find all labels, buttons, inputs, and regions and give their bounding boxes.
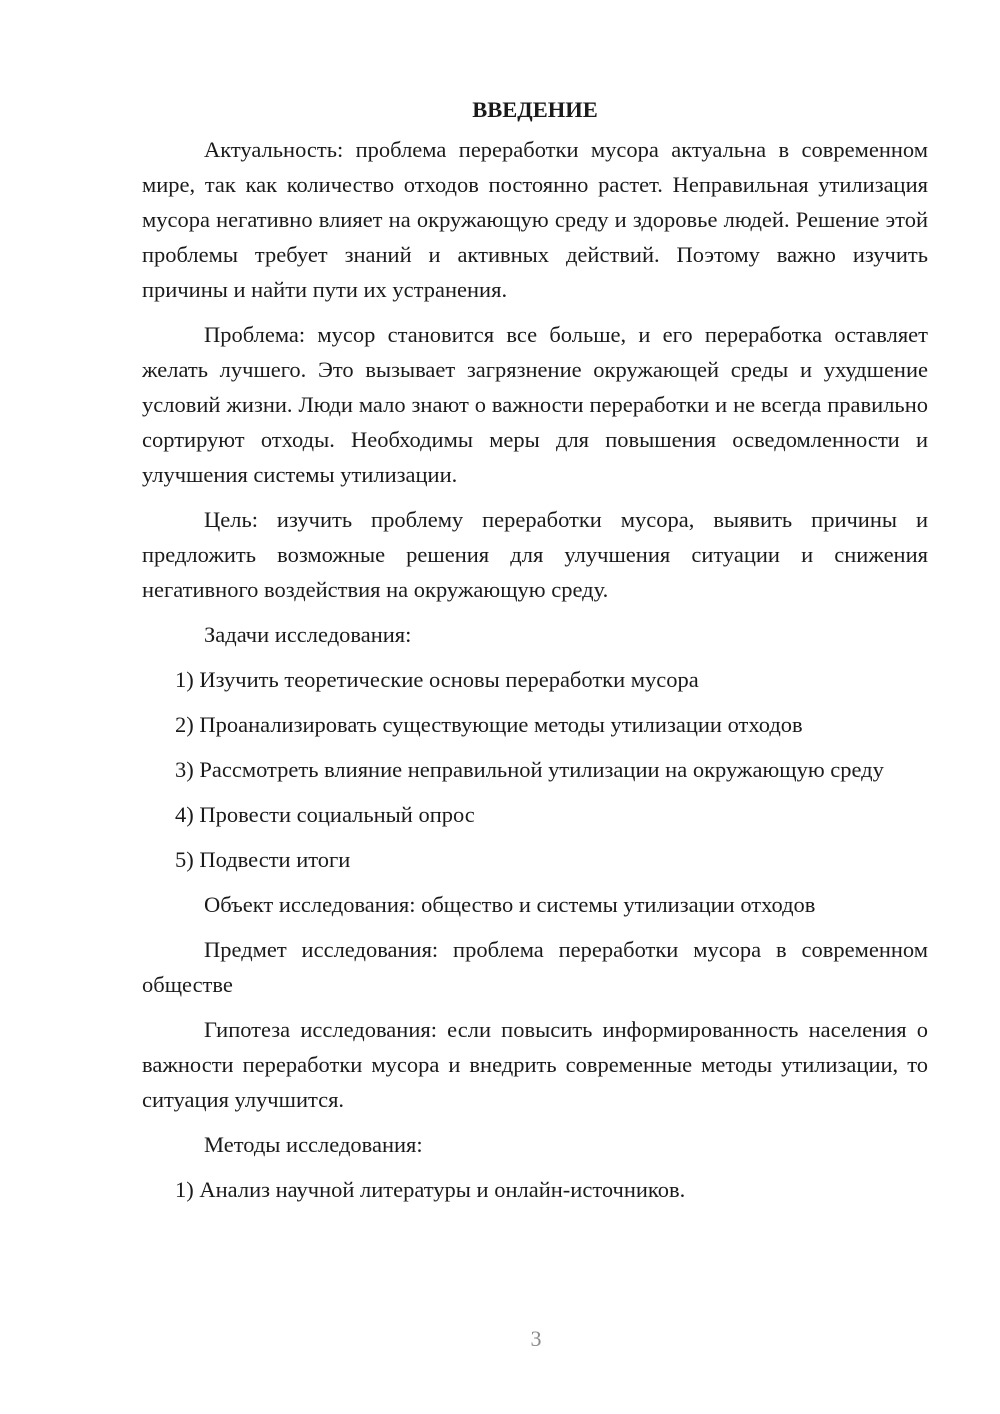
- paragraph-relevance: Актуальность: проблема переработки мусора актуальна в современном мире, так как количество отходов постоянно растет. Неправильная утилизация мусора негативно влияет на окружающую среду и здоровье людей. Решение этой проблемы требует знаний и активных действий. Поэтому важно изучить причины и найти пути их устранения.: [142, 137, 928, 302]
- list-item: 3) Рассмотреть влияние неправильной утилизации на окружающую среду: [175, 757, 884, 782]
- list-item: 5) Подвести итоги: [175, 847, 351, 872]
- list-item: 1) Анализ научной литературы и онлайн-источников.: [175, 1177, 686, 1202]
- paragraph-goal: Цель: изучить проблему переработки мусора, выявить причины и предложить возможные решения для улучшения ситуации и снижения негативного воздействия на окружающую среду.: [142, 507, 928, 602]
- paragraph-object: Объект исследования: общество и системы утилизации отходов: [204, 892, 816, 917]
- paragraph-hypothesis: Гипотеза исследования: если повысить информированность населения о важности переработки мусора и внедрить современные методы утилизации, то ситуация улучшится.: [142, 1017, 928, 1112]
- tasks-heading: Задачи исследования:: [204, 622, 412, 647]
- paragraph-problem: Проблема: мусор становится все больше, и его переработка оставляет желать лучшего. Это вызывает загрязнение окружающей среды и ухудшение условий жизни. Люди мало знают о важности переработки и не всегда правильно сортируют отходы. Необходимы меры для повышения осведомленности и улучшения системы утилизации.: [142, 322, 928, 487]
- tasks-list: [142, 662, 928, 877]
- methods-list: [142, 1172, 928, 1207]
- list-item: 4) Провести социальный опрос: [175, 802, 475, 827]
- list-item: 2) Проанализировать существующие методы утилизации отходов: [175, 712, 803, 737]
- paragraph-subject: Предмет исследования: проблема переработки мусора в современном обществе: [142, 937, 928, 997]
- list-item: 1) Изучить теоретические основы переработки мусора: [175, 667, 699, 692]
- page-title: ВВЕДЕНИЕ: [472, 97, 598, 122]
- methods-heading: Методы исследования:: [204, 1132, 423, 1157]
- document-page: [142, 92, 928, 1207]
- page-number: 3: [530, 1326, 542, 1351]
